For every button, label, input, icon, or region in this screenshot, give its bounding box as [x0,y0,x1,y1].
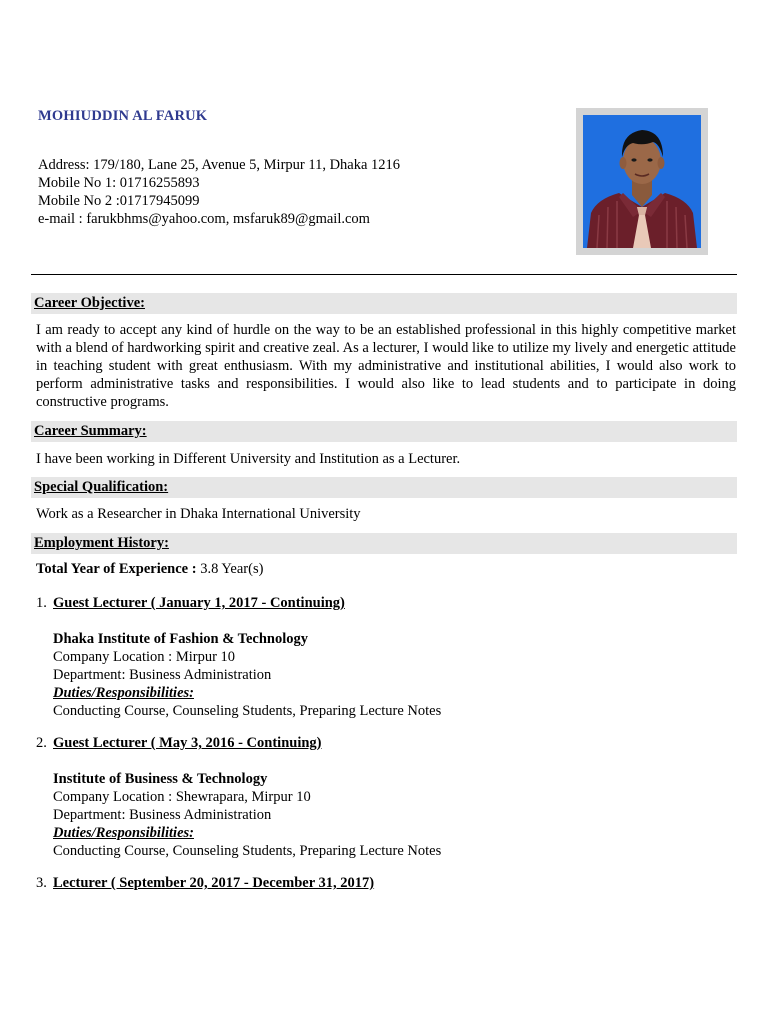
job-details [53,630,441,720]
address: Address: 179/180, Lane 25, Avenue 5, Mirpur 11, Dhaka 1216 [38,157,401,173]
job-title: Guest Lecturer ( January 1, 2017 - Continuing) [53,595,345,611]
job-duties-label: Duties/Responsibilities: [53,685,194,701]
header-divider [31,274,737,275]
candidate-name: MOHIUDDIN AL FARUK [38,108,208,124]
career-objective-text: I am ready to accept any kind of hurdle on the way to be an established professional in this highly competitive market with a blend of hardworking spirit and creative zeal. As a lecturer, I would like to utilize my lively and energetic attitude in teaching student with great enthusiasm. With my administrative and institutional abilities, I would also work to perform administrative tasks and responsibilities. I would also like to lead students and to participate in doing constructive programs. [36,322,736,410]
job-location: Company Location : Shewrapara, Mirpur 10 [53,789,311,805]
job-number: 1. [36,595,47,611]
total-experience [36,561,263,578]
job-number: 2. [36,735,47,751]
job-details [53,770,441,860]
job-title: Guest Lecturer ( May 3, 2016 - Continuing) [53,735,322,751]
job-duties-label: Duties/Responsibilities: [53,825,194,841]
job-institution: Institute of Business & Technology [53,771,268,787]
job-location: Company Location : Mirpur 10 [53,649,236,665]
section-heading: Career Objective: [34,295,145,311]
profile-photo [576,108,708,255]
section-special-qualification [31,477,737,498]
mobile-2: Mobile No 2 :01717945099 [38,193,200,209]
job-department: Department: Business Administration [53,807,272,823]
job-number: 3. [36,875,47,891]
section-career-summary [31,421,737,442]
section-employment-history [31,533,737,554]
section-heading: Special Qualification: [34,479,169,495]
section-heading: Career Summary: [34,423,147,439]
mobile-1: Mobile No 1: 01716255893 [38,175,200,191]
section-career-objective [31,293,737,314]
job-title: Lecturer ( September 20, 2017 - December 31, 2017) [53,875,375,891]
total-experience-value: 3.8 Year(s) [196,561,264,577]
job-item [36,735,322,752]
job-department: Department: Business Administration [53,667,272,683]
contact-info [38,156,400,228]
job-item [36,595,345,612]
special-qualification-text: Work as a Researcher in Dhaka International University [36,506,361,522]
email: e-mail : farukbhms@yahoo.com, msfaruk89@gmail.com [38,211,370,227]
career-summary-text: I have been working in Different University and Institution as a Lecturer. [36,451,461,467]
job-duties: Conducting Course, Counseling Students, Preparing Lecture Notes [53,703,442,719]
job-institution: Dhaka Institute of Fashion & Technology [53,631,309,647]
portrait-image [583,115,701,248]
job-duties: Conducting Course, Counseling Students, Preparing Lecture Notes [53,843,442,859]
section-heading: Employment History: [34,535,169,551]
total-experience-label: Total Year of Experience : [36,561,197,577]
job-item [36,875,374,892]
